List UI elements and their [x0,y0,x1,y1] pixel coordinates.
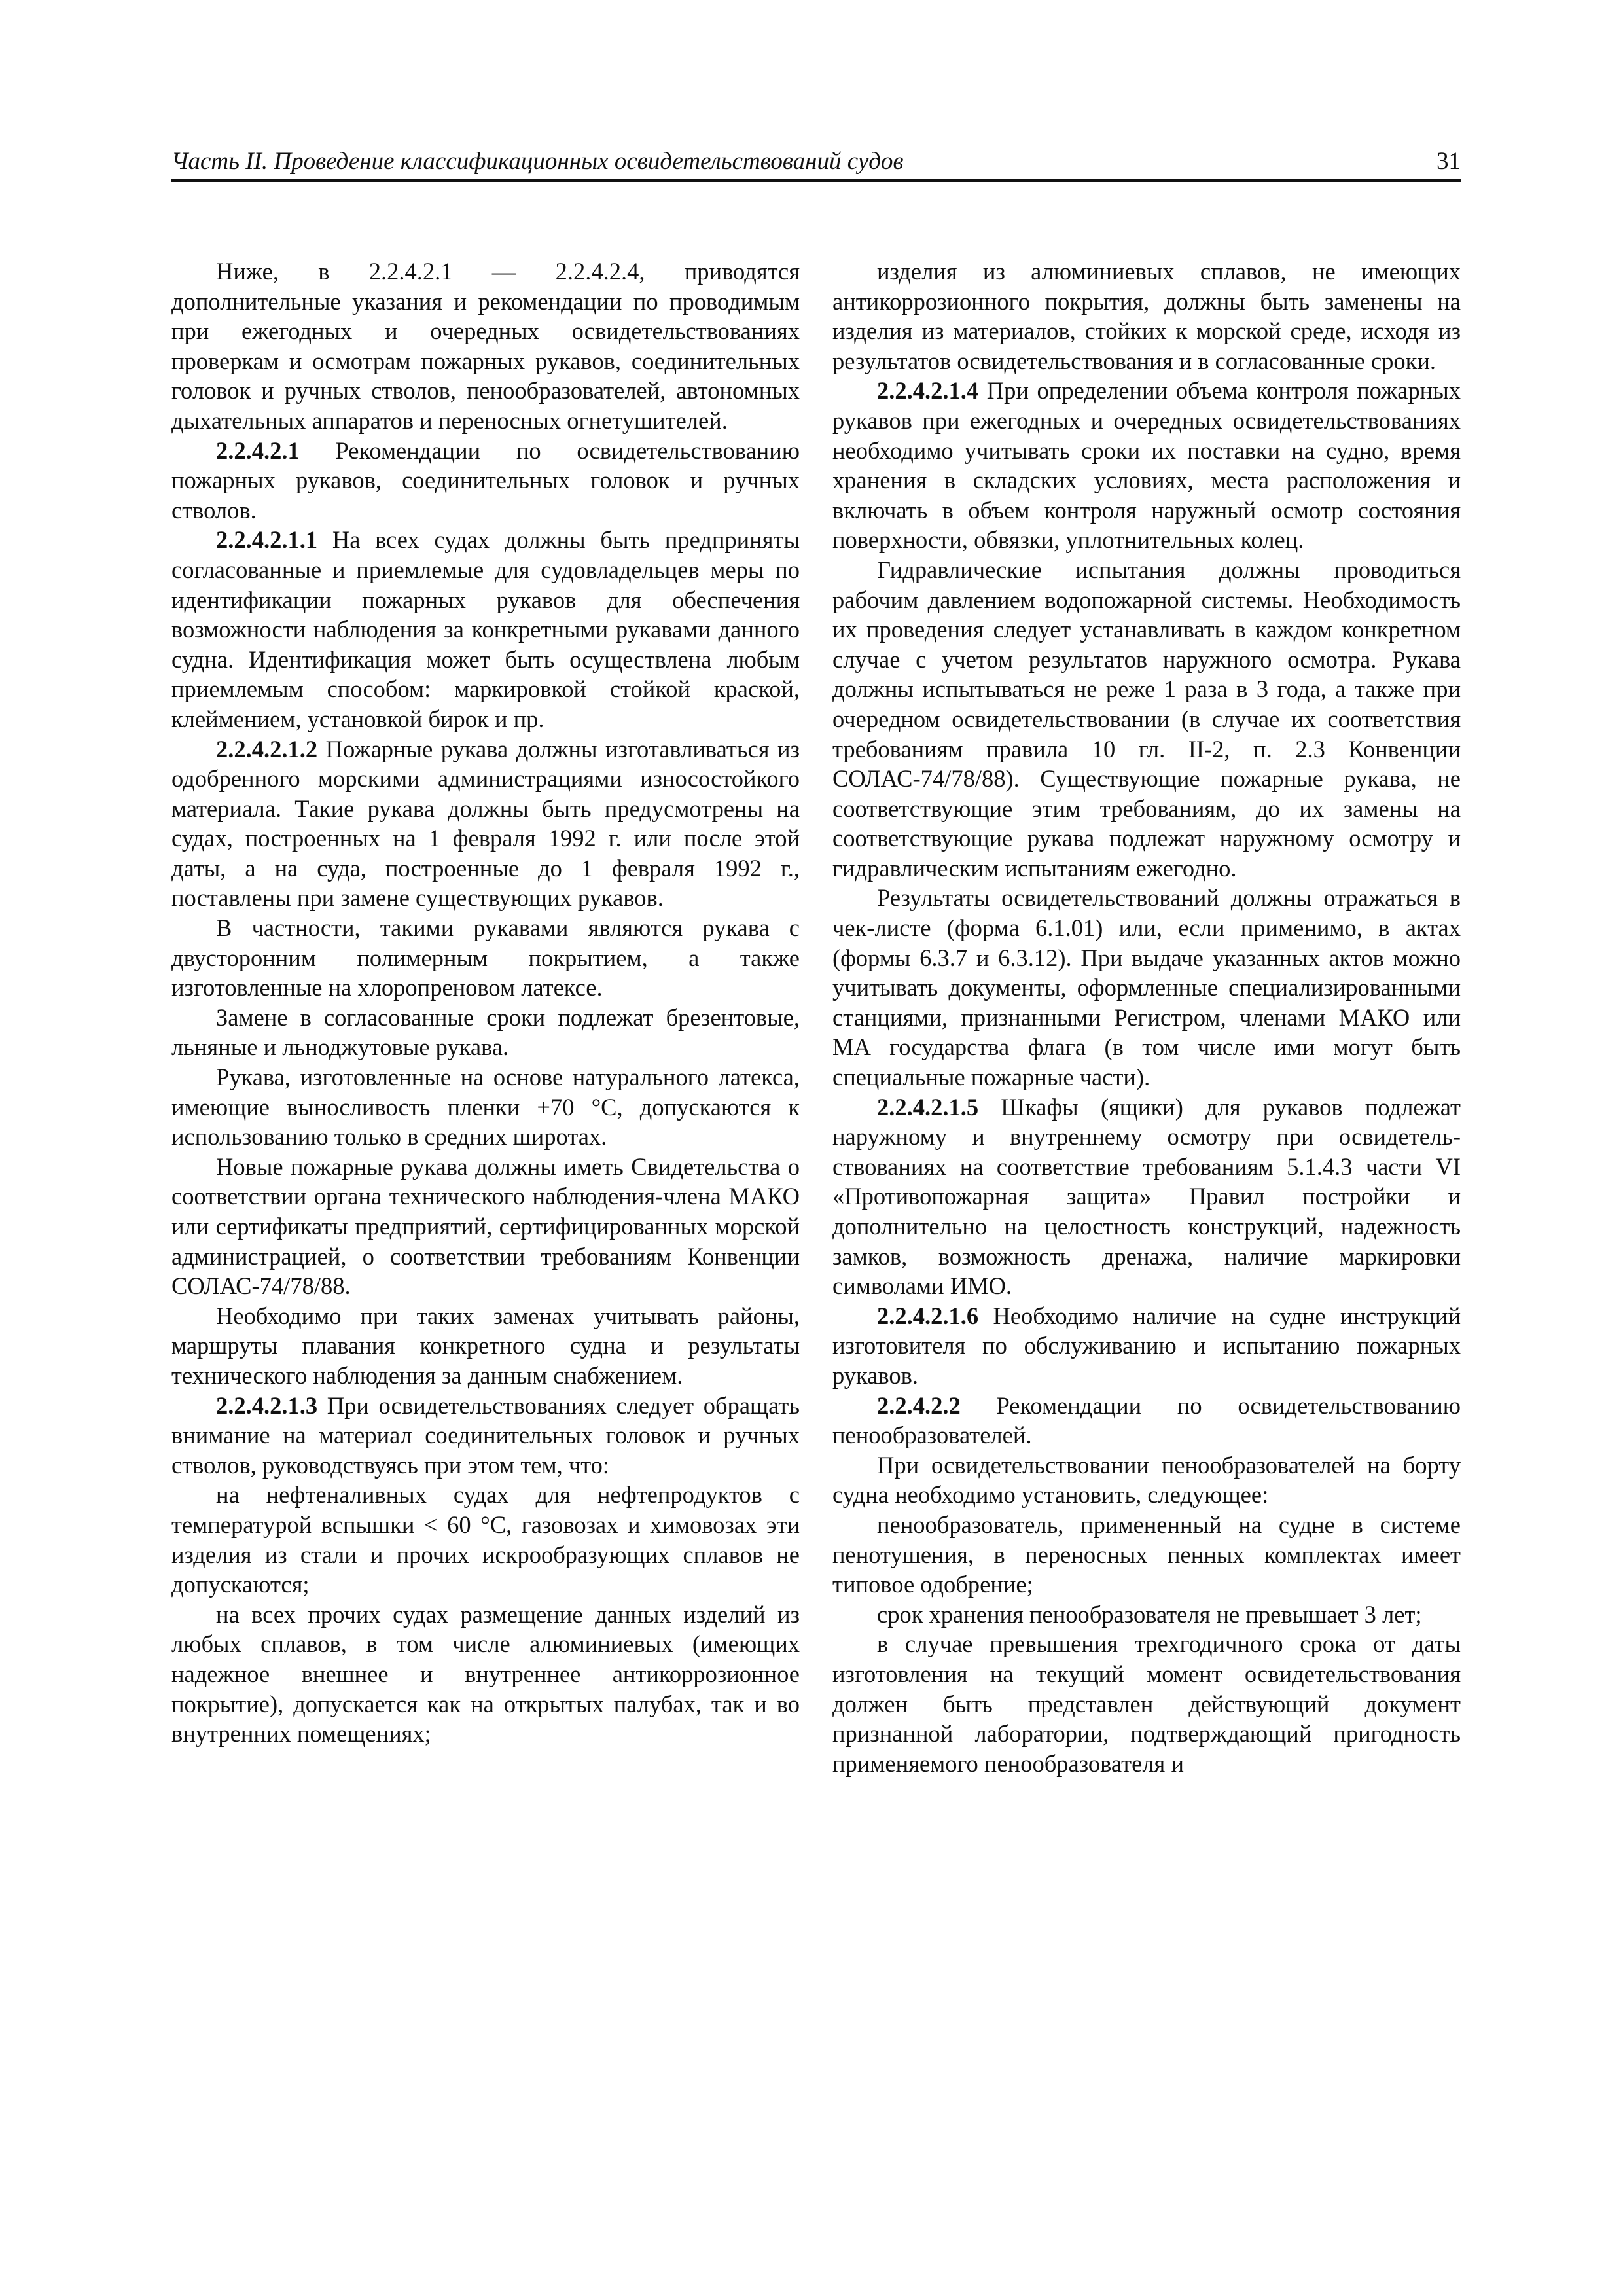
running-header [171,145,1461,182]
paragraph: 2.2.4.2.1.5 Шкафы (ящики) для рукавов подлежат наружному и внутреннему осмотру при освидетельствованиях на соответствие требованиям 5.1.4.3 части VI «Противопожарная защита» Правил постройки и дополнительно на целостность конструкций, надежность замков, возможность дренажа, наличие маркировки символами ИМО. [832,1093,1461,1300]
page-number: 31 [1436,148,1461,175]
paragraph: 2.2.4.2.1.3 При освидетельствованиях следует обращать внимание на материал соединительных головок и ручных стволов, руководствуясь при этом тем, что: [171,1391,800,1479]
right-column [832,257,1461,1778]
paragraph: 2.2.4.2.1.2 Пожарные рукава должны изготавливаться из одобренного морскими администрациями износостойкого материала. Такие рукава должны быть предусмотрены на судах, построенных на 1 февраля 1992 г. или после этой даты, а на суда, построенные до 1 февраля 1992 г., поставлены при замене существующих рукавов. [171,735,800,912]
paragraph: В частности, такими рукавами являются рукава с двусторонним полимерным покрытием, а также изготовленные на хлоропреновом латексе. [171,914,800,1001]
paragraph: Гидравлические испытания должны проводиться рабочим давлением водопожарной системы. Необходимость их проведения следует устанавливать в каждом конкретном случае с учетом результатов наружного осмотра. Рукава должны испытываться не реже 1 раза в 3 года, а также при очередном освидетельствовании (в случае их соответствия требованиям правила 10 гл. II-2, п. 2.3 Конвенции СОЛАС-74/78/88). Существующие пожарные рукава, не соответствующие этим требованиям, до их замены на соответствующие рукава подлежат наружному осмотру и гидравлическим испытаниям ежегодно. [832,556,1461,882]
paragraph: в случае превышения трехгодичного срока от даты изготовления на текущий момент освидетельствования должен быть представлен действующий документ признанной лаборатории, подтверждающий пригодность применяемого пенообразователя и [832,1630,1461,1777]
left-column [171,257,800,1749]
paragraph: 2.2.4.2.2 Рекомендации по освидетельствованию пенообразователей. [832,1391,1461,1449]
paragraph: на нефтеналивных судах для нефтепродуктов с температурой вспышки < 60 °С, газовозах и химовозах эти изделия из стали и прочих искрообразующих сплавов не допускаются; [171,1481,800,1598]
paragraph: изделия из алюминиевых сплавов, не имеющих антикоррозионного покрытия, должны быть заменены на изделия из материалов, стойких к морской среде, исходя из результатов освидетельствования и в согласованные сроки. [832,258,1461,374]
paragraph: При освидетельствовании пенообразователей на борту судна необходимо установить, следующее: [832,1451,1461,1509]
paragraph: Рукава, изготовленные на основе натурального латекса, имеющие выносливость пленки +70 °С, допускаются к использованию только в средних широтах. [171,1064,800,1151]
paragraph: 2.2.4.2.1.1 На всех судах должны быть предприняты согласованные и приемлемые для судовладельцев меры по идентификации пожарных рукавов для обеспечения возможности наблюдения за конкретными рукавами данного судна. Идентификация может быть осуществлена любым приемлемым способом: маркировкой стойкой краской, клеймением, установкой бирок и пр. [171,526,800,732]
paragraph: 2.2.4.2.1 Рекомендации по освидетельствованию пожарных рукавов, соединительных головок и ручных стволов. [171,437,800,524]
paragraph: Новые пожарные рукава должны иметь Свидетельства о соответствии органа технического наблюдения-члена МАКО или сертификаты предприятий, сертифицированных морской администрацией, о соответствии требованиям Конвенции СОЛАС-74/78/88. [171,1153,800,1300]
paragraph: пенообразователь, примененный на судне в системе пенотушения, в переносных пенных комплектах имеет типовое одобрение; [832,1511,1461,1598]
paragraph: Замене в согласованные сроки подлежат брезентовые, льняные и льноджутовые рукава. [171,1003,800,1061]
paragraph: Результаты освидетельствований должны отражаться в чек-листе (форма 6.1.01) или, если применимо, в актах (формы 6.3.7 и 6.3.12). При выдаче указанных актов можно учитывать документы, оформленные специализированными станциями, признанными Регистром, членами МАКО или МА государства флага (в том числе ими могут быть специальные пожарные части). [832,884,1461,1091]
paragraph: 2.2.4.2.1.6 Необходимо наличие на судне инструкций изготовителя по обслуживанию и испытанию пожарных рукавов. [832,1302,1461,1389]
paragraph: 2.2.4.2.1.4 При определении объема контроля пожарных рукавов при ежегодных и очередных освидетельствованиях необходимо учитывать сроки их поставки на судно, время хранения в складских условиях, места расположения и включать в объем контроля наружный осмотр состояния поверхности, обвязки, уплотнительных колец. [832,377,1461,554]
running-title: Часть II. Проведение классификационных освидетельствований судов [171,148,904,175]
paragraph: срок хранения пенообразователя не превышает 3 лет; [877,1600,1422,1628]
paragraph: Необходимо при таких заменах учитывать районы, маршруты плавания конкретного судна и результаты технического наблюдения за данным снабжением. [171,1302,800,1389]
paragraph: Ниже, в 2.2.4.2.1 — 2.2.4.2.4, приводятся дополнительные указания и рекомендации по проводимым при ежегодных и очередных освидетельствованиях проверкам и осмотрам пожарных рукавов, соединительных головок и ручных стволов, пенообразователей, автономных дыхательных аппаратов и переносных огнетушителей. [171,258,800,434]
paragraph: на всех прочих судах размещение данных изделий из любых сплавов, в том числе алюминиевых (имеющих надежное внешнее и внутреннее антикоррозионное покрытие), допускается как на открытых палубах, так и во внутренних помещениях; [171,1600,800,1748]
